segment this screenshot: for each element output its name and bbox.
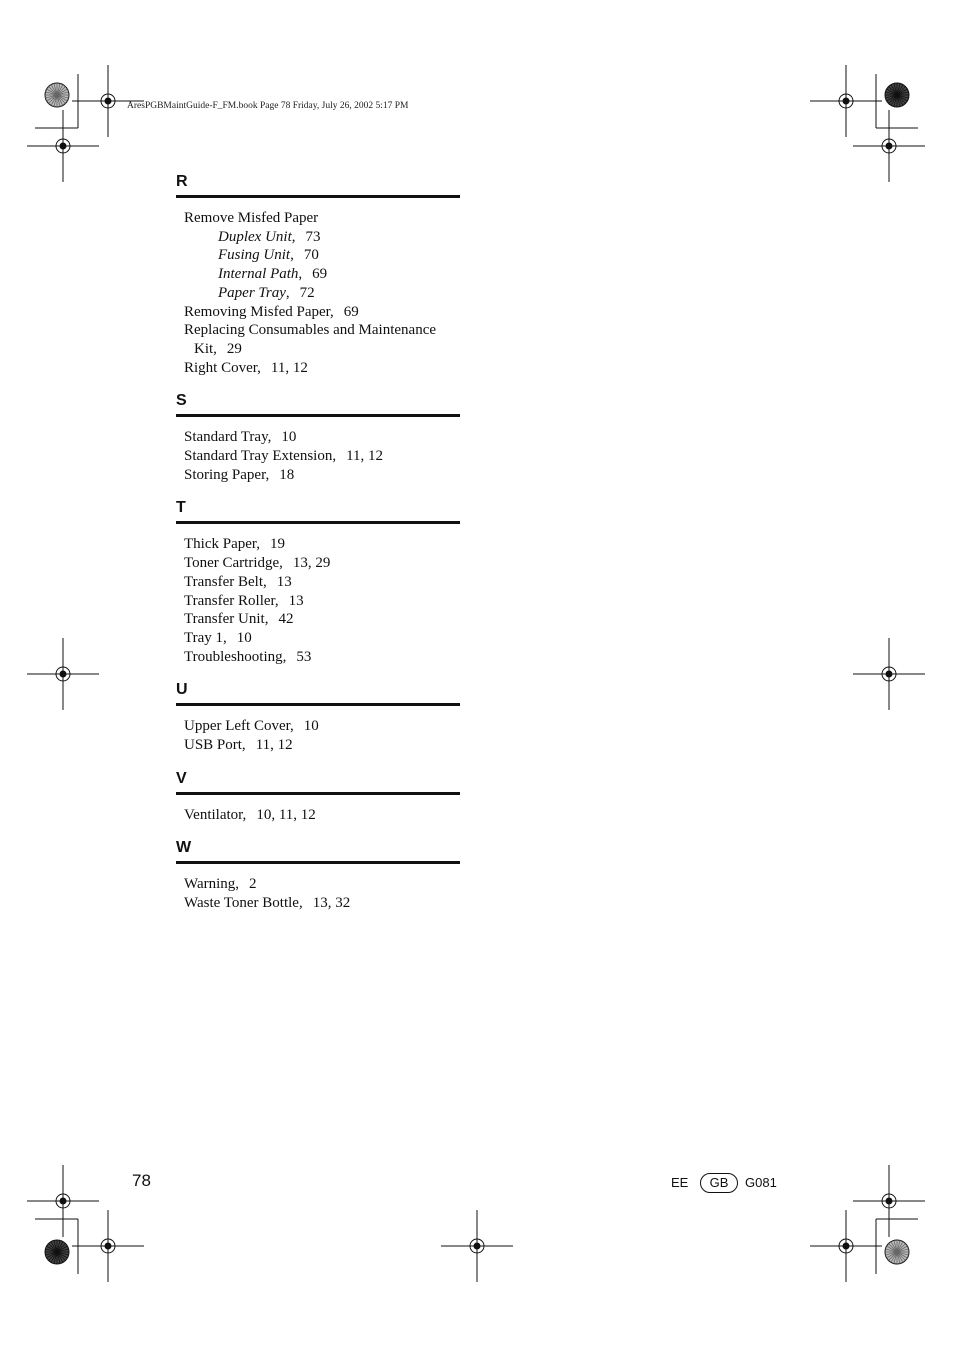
index-entry: Transfer Roller, 13 <box>184 592 304 609</box>
color-wheel-icon <box>45 83 69 107</box>
section-rule <box>176 521 460 524</box>
index-entry: USB Port, 11, 12 <box>184 737 293 754</box>
registration-target-icon <box>72 1210 144 1282</box>
index-entry: Replacing Consumables and Maintenance Kit, 29 <box>184 322 437 357</box>
page-number: 78 <box>132 1171 151 1190</box>
index-section-t <box>176 498 460 666</box>
index-entry: Thick Paper, 19 <box>184 536 286 553</box>
language-code: EE <box>671 1175 689 1190</box>
index-entry: Transfer Belt, 13 <box>184 573 292 590</box>
index-entry: Removing Misfed Paper, 69 <box>184 303 359 320</box>
model-code: G081 <box>745 1175 777 1190</box>
index-entry: Toner Cartridge, 13, 29 <box>184 555 331 572</box>
color-wheel-icon <box>45 1240 69 1264</box>
section-rule <box>176 792 460 795</box>
registration-target-icon <box>810 65 882 137</box>
index-entry: Transfer Unit, 42 <box>184 611 294 628</box>
section-rule <box>176 861 460 864</box>
index-section-v <box>176 769 460 825</box>
index-subentry: Internal Path, 69 <box>218 266 328 283</box>
section-rule <box>176 414 460 417</box>
index-entry: Ventilator, 10, 11, 12 <box>184 806 316 823</box>
index-entry: Waste Toner Bottle, 13, 32 <box>184 895 351 912</box>
index-section-r <box>176 172 460 377</box>
index-section-w <box>176 838 460 912</box>
index-entry: Upper Left Cover, 10 <box>184 718 319 735</box>
index-entry: Storing Paper, 18 <box>184 466 295 483</box>
registration-target-icon <box>853 638 925 710</box>
index-entry: Standard Tray, 10 <box>184 429 297 446</box>
registration-target-icon <box>27 638 99 710</box>
section-letter: R <box>176 173 188 190</box>
registration-target-icon <box>853 1165 925 1237</box>
index-entry: Warning, 2 <box>184 876 257 893</box>
section-letter: U <box>176 681 188 699</box>
color-wheel-icon <box>885 83 909 107</box>
index-entry: Right Cover, 11, 12 <box>184 359 308 376</box>
index-entry: Standard Tray Extension, 11, 12 <box>184 448 384 465</box>
index-section-u <box>176 680 460 754</box>
section-rule <box>176 195 460 198</box>
registration-target-icon <box>853 110 925 182</box>
index-entry: Tray 1, 10 <box>184 629 252 646</box>
section-letter: W <box>176 839 192 857</box>
registration-target-icon <box>441 1210 513 1282</box>
index-section-s <box>176 391 460 484</box>
registration-target-icon <box>27 1165 99 1237</box>
section-letter: V <box>176 769 187 787</box>
index-entry: Remove Misfed Paper <box>184 210 319 226</box>
section-letter: T <box>176 499 186 517</box>
registration-target-icon <box>27 110 99 182</box>
index-entry: Troubleshooting, 53 <box>184 648 312 665</box>
index-column <box>176 172 460 927</box>
index-subentry: Fusing Unit, 70 <box>218 247 319 264</box>
index-subentry: Paper Tray, 72 <box>218 284 315 301</box>
section-letter: S <box>176 392 187 410</box>
index-subentry: Duplex Unit, 73 <box>218 228 321 245</box>
registration-target-icon <box>810 1210 882 1282</box>
region-badge: GB <box>700 1173 738 1193</box>
color-wheel-icon <box>885 1240 909 1264</box>
section-rule <box>176 703 460 706</box>
print-file-info: AresPGBMaintGuide-F_FM.book Page 78 Friday, July 26, 2002 5:17 PM <box>127 101 409 111</box>
